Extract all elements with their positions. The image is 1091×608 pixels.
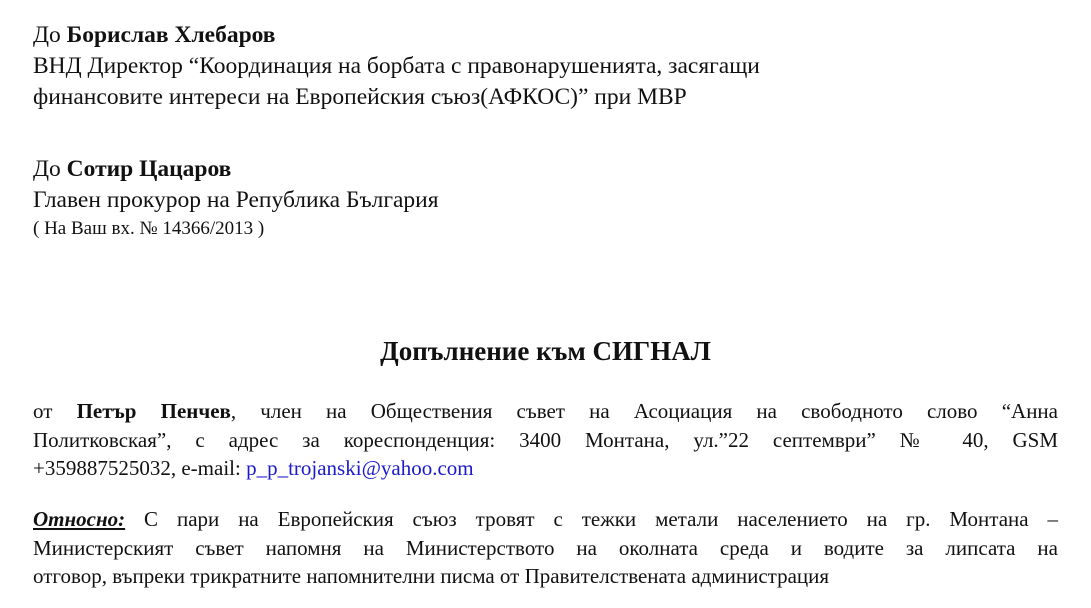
recipient-1-name: Борислав Хлебаров <box>66 22 276 48</box>
subject-paragraph <box>33 505 1058 591</box>
sender-line-3 <box>33 454 1058 483</box>
recipient-2-reference: ( На Ваш вх. № 14366/2013 ) <box>33 218 265 239</box>
recipient-2-heading <box>33 154 439 185</box>
recipient-1-heading <box>33 20 760 51</box>
sender-from-prefix: от <box>33 399 53 423</box>
subject-line-1 <box>33 505 1058 534</box>
sender-line-1-rest: , член на Обществения съвет на Асоциация на свободното слово “Анна <box>230 399 1058 423</box>
recipient-2-prefix: До <box>33 156 61 182</box>
recipient-1-title-line-1: ВНД Директор “Координация на борбата с правонарушенията, засягащи <box>33 53 760 79</box>
recipient-2-name: Сотир Цацаров <box>66 156 232 182</box>
recipient-2-block <box>33 154 439 241</box>
document-title: Допълнение към СИГНАЛ <box>380 336 711 366</box>
recipient-1-title-line-2: финансовите интереси на Европейския съюз(АФКОС)” при МВР <box>33 84 687 110</box>
sender-name: Петър Пенчев <box>76 399 231 423</box>
recipient-2-title-line-1: Главен прокурор на Република България <box>33 187 439 213</box>
recipient-1-prefix: До <box>33 22 61 48</box>
sender-line-2: Политковская”, с адрес за кореспонденция: 3400 Монтана, ул.”22 септември” № 40, GSM <box>33 427 1058 452</box>
sender-line-1 <box>33 397 1058 426</box>
subject-label: Относно: <box>33 507 126 531</box>
subject-line-3: отговор, въпреки трикратните напомнителни писма от Правителствената администрация <box>33 564 830 588</box>
subject-line-2: Министерският съвет напомня на Министерството на околната среда и водите за липсата на <box>33 535 1058 560</box>
sender-email-link[interactable]: p_p_trojanski@yahoo.com <box>246 456 474 480</box>
subject-line-1-rest: С пари на Европейския съюз тровят с тежки метали населението на гр. Монтана – <box>125 507 1058 531</box>
sender-phone-email-prefix: +359887525032, e-mail: <box>33 456 247 480</box>
recipient-1-block <box>33 20 760 113</box>
sender-paragraph <box>33 397 1058 483</box>
